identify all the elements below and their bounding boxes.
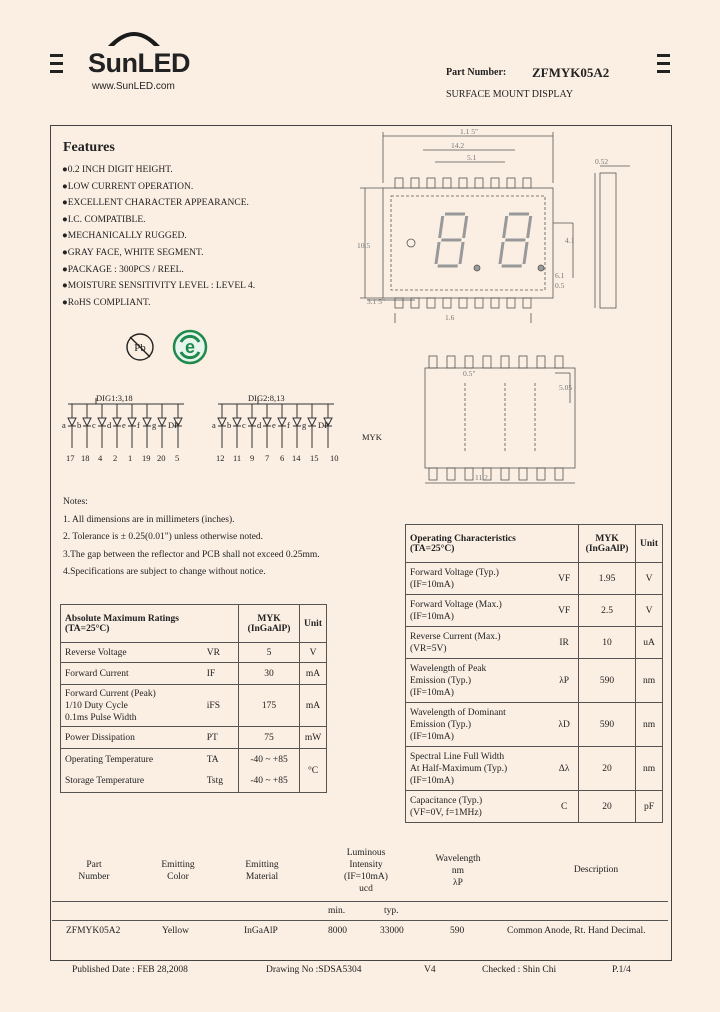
feature-item: ●I.C. COMPATIBLE. — [62, 214, 146, 225]
param-name: Forward Voltage (Max.) (IF=10mA) — [406, 595, 551, 627]
param-value: 590 — [579, 659, 636, 703]
dim-label: 0.52 — [595, 157, 609, 166]
part-number: ZFMYK05A2 — [532, 65, 610, 80]
param-value: 20 — [579, 747, 636, 791]
rohs-icon — [172, 329, 208, 365]
dim-label: 1.6 — [445, 313, 455, 322]
row-wavelength: 590 — [450, 926, 465, 936]
param-name: Spectral Line Full Width At Half-Maximum (Typ.) (IF=10mA) — [406, 747, 551, 791]
segment-labels-1 — [62, 420, 197, 432]
product-type: SURFACE MOUNT DISPLAY — [446, 89, 574, 100]
feature-item: ●RoHS COMPLIANT. — [62, 297, 151, 308]
note-item: 3.The gap between the reflector and PCB shall not exceed 0.25mm. — [63, 549, 320, 560]
dim-label: 6.1 — [555, 271, 565, 280]
dim-label: 5.1 — [467, 153, 477, 162]
param-unit: nm — [636, 747, 663, 791]
param-symbol: PT — [203, 727, 239, 749]
segment-label: DP — [168, 420, 179, 430]
param-symbol: VF — [550, 595, 578, 627]
dim-label: 10.5 — [357, 241, 371, 250]
row-min: 8000 — [328, 926, 347, 936]
pin-numbers-1 — [66, 453, 201, 465]
selection-guide — [52, 843, 668, 943]
pin-number: 6 — [280, 453, 285, 463]
brand-logo: SunLED — [88, 48, 190, 78]
param-name: Power Dissipation — [61, 727, 203, 749]
abs-max-header: Absolute Maximum Ratings (TA=25°C) — [61, 605, 239, 643]
param-unit: nm — [636, 703, 663, 747]
param-symbol: λD — [550, 703, 578, 747]
param-name: Forward Current — [61, 663, 203, 685]
param-value: 5 — [239, 643, 300, 663]
param-symbol: Tstg — [203, 771, 239, 793]
param-name: Reverse Current (Max.) (VR=5V) — [406, 627, 551, 659]
features-list — [62, 162, 255, 311]
header-bar-right-3 — [657, 70, 670, 73]
website-link[interactable]: www.SunLED.com — [92, 81, 175, 92]
pb-label: Pb — [134, 342, 146, 354]
dim-label: 3.1 5" — [367, 297, 386, 306]
page-number: P.1/4 — [612, 965, 631, 975]
note-item: 1. All dimensions are in millimeters (inches). — [63, 514, 235, 525]
feature-item: ●PACKAGE : 300PCS / REEL. — [62, 264, 184, 275]
param-unit: °C — [300, 749, 327, 793]
dim-label: 0.5" — [463, 369, 476, 378]
pin-number: 15 — [310, 453, 319, 463]
col-header-material: Emitting Material — [245, 860, 279, 882]
param-unit: nm — [636, 659, 663, 703]
package-drawing — [355, 128, 665, 493]
feature-item: ●0.2 INCH DIGIT HEIGHT. — [62, 165, 173, 175]
notes — [63, 494, 320, 582]
pin-number: 1 — [128, 453, 133, 463]
operating-characteristics-table — [405, 524, 663, 823]
table-row — [61, 663, 327, 685]
segment-label: g — [302, 420, 307, 430]
param-value: 30 — [239, 663, 300, 685]
param-symbol: VF — [550, 563, 578, 595]
part-number-label: Part Number: — [446, 67, 507, 78]
sub-header-min: min. — [328, 906, 346, 916]
param-value: 1.95 — [579, 563, 636, 595]
param-unit: V — [636, 563, 663, 595]
table-row — [61, 771, 327, 793]
param-value: -40 ~ +85 — [239, 771, 300, 793]
param-name: Capacitance (Typ.) (VF=0V, f=1MHz) — [406, 791, 551, 823]
header-bar-right-2 — [657, 62, 670, 65]
col-header-part: Part Number — [78, 860, 110, 882]
segment-label: f — [287, 420, 290, 430]
pin-number: 17 — [66, 453, 75, 463]
table-row — [406, 659, 663, 703]
sub-header-typ: typ. — [384, 906, 399, 916]
feature-item: ●LOW CURRENT OPERATION. — [62, 181, 194, 192]
pin-number: 14 — [292, 453, 301, 463]
param-unit: V — [636, 595, 663, 627]
note-item: 4.Specifications are subject to change without notice. — [63, 567, 266, 577]
footer — [50, 960, 672, 986]
table-row — [61, 727, 327, 749]
header-bar-left-1 — [50, 54, 63, 57]
param-value: 10 — [579, 627, 636, 659]
param-name: Reverse Voltage — [61, 643, 203, 663]
param-value: 75 — [239, 727, 300, 749]
published-date: Published Date : FEB 28,2008 — [72, 965, 188, 975]
op-char-model-header: MYK (InGaAlP) — [579, 525, 636, 563]
op-char-header: Operating Characteristics (TA=25°C) — [406, 525, 579, 563]
table-row — [406, 595, 663, 627]
param-value: 590 — [579, 703, 636, 747]
pin-number: 5 — [175, 453, 180, 463]
param-symbol: IR — [550, 627, 578, 659]
pin-number: 4 — [98, 453, 103, 463]
col-header-wavelength: Wavelength nm λP — [435, 854, 481, 888]
param-symbol: TA — [203, 749, 239, 771]
param-unit: V — [300, 643, 327, 663]
segment-label: e — [122, 420, 126, 430]
param-unit: uA — [636, 627, 663, 659]
svg-text:e: e — [184, 337, 196, 357]
param-symbol: λP — [550, 659, 578, 703]
col-header-description: Description — [573, 865, 619, 875]
row-description: Common Anode, Rt. Hand Decimal. — [507, 926, 646, 936]
abs-max-unit-header: Unit — [300, 605, 327, 643]
pin-number: 2 — [113, 453, 118, 463]
param-symbol: C — [550, 791, 578, 823]
segment-label: c — [242, 420, 246, 430]
dim-label: 4.1 — [565, 236, 575, 245]
pin-number: 11 — [233, 453, 242, 463]
header-bar-right-1 — [657, 54, 670, 57]
segment-label: e — [272, 420, 276, 430]
header-bar-left-2 — [50, 62, 63, 65]
drawing-number: Drawing No :SDSA5304 — [266, 965, 362, 975]
param-unit: pF — [636, 791, 663, 823]
param-symbol: VR — [203, 643, 239, 663]
param-unit: mW — [300, 727, 327, 749]
param-name: Operating Temperature — [61, 749, 203, 771]
feature-item: ●GRAY FACE, WHITE SEGMENT. — [62, 247, 204, 258]
pin-number: 10 — [330, 453, 339, 463]
segment-label: c — [92, 420, 96, 430]
param-name: Forward Current (Peak) 1/10 Duty Cycle 0.1ms Pulse Width — [61, 685, 203, 727]
param-value: -40 ~ +85 — [239, 749, 300, 771]
pin-number: 20 — [157, 453, 166, 463]
segment-label: f — [137, 420, 140, 430]
table-row — [61, 749, 327, 771]
param-symbol: Δλ — [550, 747, 578, 791]
col-header-color: Emitting Color — [161, 860, 195, 882]
segment-label: d — [257, 420, 262, 430]
param-name: Wavelength of Peak Emission (Typ.) (IF=10mA) — [406, 659, 551, 703]
dim-label: 14.2 — [451, 141, 465, 150]
table-row — [406, 703, 663, 747]
logo-arc-icon — [104, 24, 164, 48]
op-char-unit-header: Unit — [636, 525, 663, 563]
param-name: Wavelength of Dominant Emission (Typ.) (IF=10mA) — [406, 703, 551, 747]
segment-label: b — [227, 420, 232, 430]
notes-title: Notes: — [63, 497, 88, 507]
absolute-max-ratings-table — [60, 604, 327, 793]
pin-number: 9 — [250, 453, 255, 463]
segment-label: b — [77, 420, 82, 430]
segment-label: a — [212, 420, 216, 430]
segment-label: d — [107, 420, 112, 430]
note-item: 2. Tolerance is ± 0.25(0.01") unless otherwise noted. — [63, 532, 264, 542]
header-bar-left-3 — [50, 70, 63, 73]
row-typ: 33000 — [380, 926, 404, 936]
pin-number: 18 — [81, 453, 90, 463]
pin-number: 7 — [265, 453, 270, 463]
pb-free-icon — [124, 331, 156, 363]
model-label: MYK — [362, 432, 382, 442]
param-symbol: IF — [203, 663, 239, 685]
segment-label: DP — [318, 420, 329, 430]
dim-label: 0.5 — [555, 281, 565, 290]
table-row — [406, 563, 663, 595]
segment-label: a — [62, 420, 66, 430]
feature-item: ●MOISTURE SENSITIVITY LEVEL : LEVEL 4. — [62, 281, 256, 292]
param-value: 175 — [239, 685, 300, 727]
param-name: Forward Voltage (Typ.) (IF=10mA) — [406, 563, 551, 595]
pin-numbers-2 — [216, 453, 351, 465]
table-row — [61, 685, 327, 727]
param-value: 2.5 — [579, 595, 636, 627]
row-color: Yellow — [162, 926, 190, 936]
dim-label: 1.1 5" — [460, 128, 479, 136]
abs-max-model-header: MYK (InGaAlP) — [239, 605, 300, 643]
table-row — [406, 627, 663, 659]
pin-number: 12 — [216, 453, 225, 463]
segment-label: g — [152, 420, 157, 430]
version: V4 — [424, 965, 436, 975]
digit1-label: DIG1:3,18 — [96, 393, 133, 403]
table-row — [61, 643, 327, 663]
param-unit: mA — [300, 663, 327, 685]
param-value: 20 — [579, 791, 636, 823]
feature-item: ●MECHANICALLY RUGGED. — [62, 231, 187, 242]
digit2-label: DIG2:8,13 — [248, 393, 285, 403]
feature-item: ●EXCELLENT CHARACTER APPEARANCE. — [62, 198, 249, 209]
table-row — [406, 747, 663, 791]
param-symbol: iFS — [203, 685, 239, 727]
dim-label: 5.05 — [559, 383, 573, 392]
dim-label: 11.2 — [475, 473, 488, 482]
row-part: ZFMYK05A2 — [66, 926, 121, 936]
table-row — [406, 791, 663, 823]
col-header-intensity: Luminous Intensity (IF=10mA) ucd — [344, 848, 388, 894]
param-name: Storage Temperature — [61, 771, 203, 793]
checked-by: Checked : Shin Chi — [482, 965, 557, 975]
features-title: Features — [63, 140, 115, 155]
segment-labels-2 — [212, 420, 347, 432]
row-material: InGaAlP — [244, 926, 278, 936]
pin-number: 19 — [142, 453, 151, 463]
param-unit: mA — [300, 685, 327, 727]
